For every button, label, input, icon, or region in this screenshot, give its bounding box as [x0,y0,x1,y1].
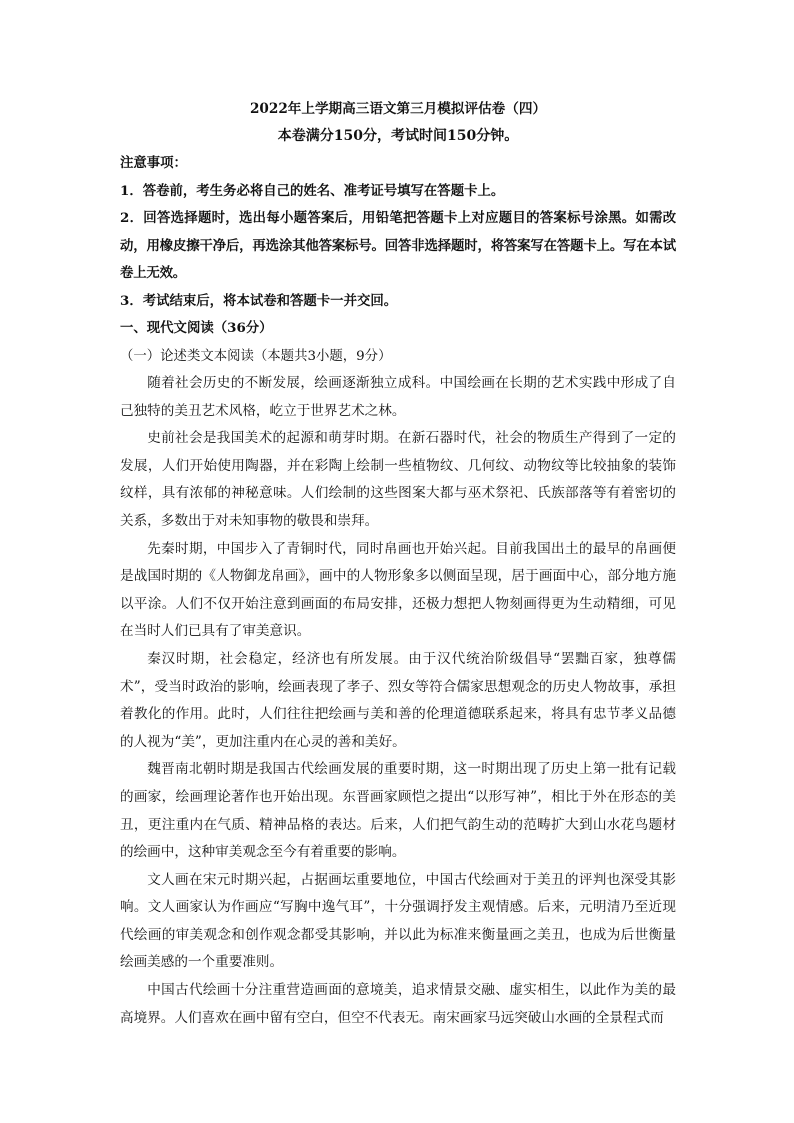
section-heading: 一、现代文阅读（36分） [120,320,273,336]
note-item-1: 1．答卷前，考生务必将自己的姓名、准考证号填写在答题卡上。 [120,182,505,199]
exam-title: 2022年上学期高三语文第三月模拟评估卷（四） [249,101,547,117]
article-paragraph: 魏晋南北朝时期是我国古代绘画发展的重要时期，这一时期出现了历史上第一批有记载的画家，绘画理论著作也开始出现。东晋画家顾恺之提出“以形写神”，相比于外在形态的美丑，更注重内在气质、精神品格的表达。后来，人们把气韵生动的范畴扩大到山水花鸟题材的绘画中，这种审美观念至今有着重要的影响。 [120,761,676,861]
article-paragraph: 文人画在宋元时期兴起，占据画坛重要地位，中国古代绘画对于美丑的评判也深受其影响。文人画家认为作画应“写胸中逸气耳”，十分强调抒发主观情感。后来，元明清乃至近现代绘画的审美观念和创作观念都受其影响，并以此为标准来衡量画之美丑，也成为后世衡量绘画美感的一个重要准则。 [120,871,676,971]
article-paragraph: 随着社会历史的不断发展，绘画逐渐独立成科。中国绘画在长期的艺术实践中形成了自己独特的美丑艺术风格，屹立于世界艺术之林。 [120,375,676,419]
note-item-2: 2．回答选择题时，选出每小题答案后，用铅笔把答题卡上对应题目的答案标号涂黑。如需改动，用橡皮擦干净后，再选涂其他答案标号。回答非选择题时，将答案写在答题卡上。写在本试卷上无效。 [120,210,676,281]
exam-subtitle: 本卷满分150分，考试时间150分钟。 [277,128,519,144]
note-item-3: 3．考试结束后，将本试卷和答题卡一并交回。 [120,292,398,309]
article-paragraph: 史前社会是我国美术的起源和萌芽时期。在新石器时代，社会的物质生产得到了一定的发展，人们开始使用陶器，并在彩陶上绘制一些植物纹、几何纹、动物纹等比较抽象的装饰纹样，具有浓郁的神秘意味。人们绘制的这些图案大都与巫术祭祀、氏族部落等有着密切的关系，多数出于对未知事物的敬畏和崇拜。 [120,430,676,529]
section-subheading: （一）论述类文本阅读（本题共3小题，9分） [120,348,392,364]
article-paragraph: 秦汉时期，社会稳定，经济也有所发展。由于汉代统治阶级倡导“罢黜百家，独尊儒术”，受当时政治的影响，绘画表现了孝子、烈女等符合儒家思想观念的历史人物故事，承担着教化的作用。此时，人们往往把绘画与美和善的伦理道德联系起来，将具有忠节孝义品德的人视为“美”，更加注重内在心灵的善和美好。 [120,650,676,750]
exam-page [120,96,676,1032]
notes-heading: 注意事项： [120,155,187,171]
article-paragraph: 中国古代绘画十分注重营造画面的意境美，追求情景交融、虚实相生，以此作为美的最高境界。人们喜欢在画中留有空白，但空不代表无。南宋画家马远突破山水画的全景程式而 [120,982,676,1026]
article-paragraph: 先秦时期，中国步入了青铜时代，同时帛画也开始兴起。目前我国出土的最早的帛画便是战国时期的《人物御龙帛画》，画中的人物形象多以侧面呈现，居于画面中心，部分地方施以平涂。人们不仅开始注意到画面的布局安排，还极力想把人物刻画得更为生动精细，可见在当时人们已具有了审美意识。 [120,540,676,640]
